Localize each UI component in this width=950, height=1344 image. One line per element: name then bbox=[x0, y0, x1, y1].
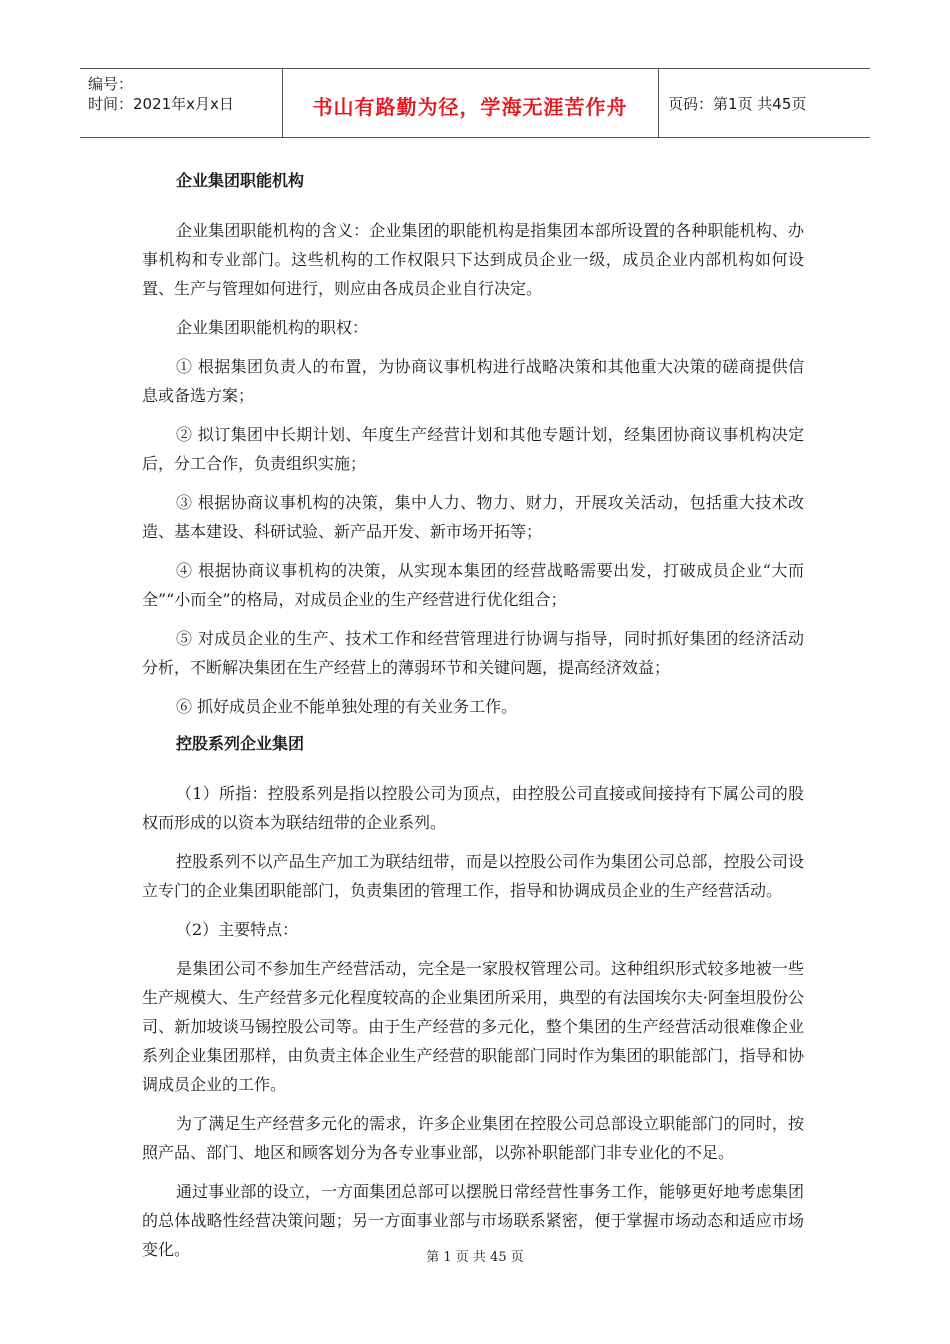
paragraph: 是集团公司不参加生产经营活动，完全是一家股权管理公司。这种组织形式较多地被一些生产规模大、生产经营多元化程度较高的企业集团所采用，典型的有法国埃尔夫·阿奎坦股份公司、新加坡谈马锡控股公司等。由于生产经营的多元化，整个集团的生产经营活动很难像企业系列企业集团那样，由负责主体企业生产经营的职能部门同时作为集团的职能部门，指导和协调成员企业的工作。 bbox=[142, 959, 804, 1094]
paragraph: （1）所指：控股系列是指以控股公司为顶点，由控股公司直接或间接持有下属公司的股权而形成的以资本为联结纽带的企业系列。 bbox=[142, 784, 804, 832]
header-page-code: 页码：第1页 共45页 bbox=[668, 95, 807, 113]
page-footer: 第 1 页 共 45 页 bbox=[426, 1250, 524, 1265]
document-date: 时间：2021年x月x日 bbox=[88, 95, 234, 113]
paragraph: 控股系列不以产品生产加工为联结纽带，而是以控股公司作为集团公司总部，控股公司设立专门的企业集团职能部门，负责集团的管理工作，指导和协调成员企业的生产经营活动。 bbox=[142, 852, 804, 900]
section-heading: 企业集团职能机构 bbox=[176, 171, 305, 190]
list-item: ③ 根据协商议事机构的决策，集中人力、物力、财力，开展攻关活动，包括重大技术改造、基本建设、科研试验、新产品开发、新市场开拓等； bbox=[142, 493, 804, 541]
document-body bbox=[142, 168, 804, 1274]
header-info-cell bbox=[80, 69, 283, 137]
page-header bbox=[80, 68, 870, 138]
paragraph: （2）主要特点： bbox=[176, 920, 299, 939]
header-motto-cell bbox=[282, 69, 659, 137]
header-page-cell bbox=[658, 69, 870, 137]
paragraph: 通过事业部的设立，一方面集团总部可以摆脱日常经营性事务工作，能够更好地考虑集团的总体战略性经营决策问题；另一方面事业部与市场联系紧密，便于掌握市场动态和适应市场变化。 bbox=[142, 1182, 804, 1259]
list-item: ② 拟订集团中长期计划、年度生产经营计划和其他专题计划，经集团协商议事机构决定后，分工合作，负责组织实施； bbox=[142, 425, 804, 473]
header-motto: 书山有路勤为径，学海无涯苦作舟 bbox=[312, 95, 628, 119]
paragraph: 企业集团职能机构的职权： bbox=[176, 318, 369, 337]
list-item: ④ 根据协商议事机构的决策，从实现本集团的经营战略需要出发，打破成员企业“大而全”“小而全”的格局，对成员企业的生产经营进行优化组合； bbox=[142, 561, 804, 609]
section-heading: 控股系列企业集团 bbox=[176, 734, 305, 753]
paragraph: 企业集团职能机构的含义：企业集团的职能机构是指集团本部所设置的各种职能机构、办事机构和专业部门。这些机构的工作权限只下达到成员企业一级，成员企业内部机构如何设置、生产与管理如何进行，则应由各成员企业自行决定。 bbox=[142, 221, 804, 298]
list-item: ① 根据集团负责人的布置，为协商议事机构进行战略决策和其他重大决策的磋商提供信息或备选方案； bbox=[142, 357, 804, 405]
list-item: ⑥ 抓好成员企业不能单独处理的有关业务工作。 bbox=[176, 697, 518, 716]
paragraph: 为了满足生产经营多元化的需求，许多企业集团在控股公司总部设立职能部门的同时，按照产品、部门、地区和顾客划分为各专业事业部，以弥补职能部门非专业化的不足。 bbox=[142, 1114, 804, 1162]
document-number-label: 编号： bbox=[88, 75, 134, 93]
list-item: ⑤ 对成员企业的生产、技术工作和经营管理进行协调与指导，同时抓好集团的经济活动分析，不断解决集团在生产经营上的薄弱环节和关键问题，提高经济效益； bbox=[142, 629, 804, 677]
